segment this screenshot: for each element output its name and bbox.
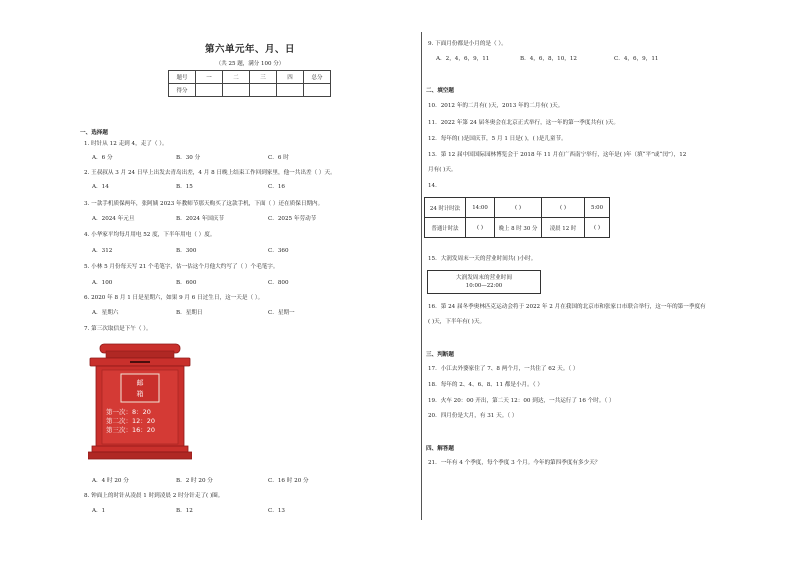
table-cell: 晚上 8 时 30 分 xyxy=(495,218,542,238)
score-header-cell: 四 xyxy=(277,71,304,84)
option: B．2024 年国庆节 xyxy=(176,216,225,222)
option: B．300 xyxy=(176,248,197,254)
table-row xyxy=(425,198,610,218)
option: B．15 xyxy=(176,184,193,190)
option: C．800 xyxy=(268,280,289,286)
option: C．16 时 20 分 xyxy=(268,478,309,484)
option: B．600 xyxy=(176,280,197,286)
question-12: 12．每年的( )是国庆节，5 月 1 日是( )，( )是儿童节。 xyxy=(428,136,567,142)
option: A．14 xyxy=(92,184,109,190)
question-13: 13．第 12 届中国国际园林博览会于 2018 年 11 月在广西南宁举行，这年是( )年（填“平”或“闰”），12 xyxy=(428,152,687,158)
table-cell: 凌晨 12 时 xyxy=(542,218,585,238)
question-2: 2. 王叔叔从 3 月 24 日早上出发去青岛出差，4 月 8 日晚上结束工作回到家里，他一共出差（ ）天。 xyxy=(84,170,336,176)
table-cell: 普通计时法 xyxy=(425,218,466,238)
option: C．星期一 xyxy=(268,310,295,316)
score-table-score-row xyxy=(169,84,331,97)
table-row xyxy=(425,218,610,238)
section-solve-heading: 四、解答题 xyxy=(426,446,454,452)
score-header-cell: 总分 xyxy=(304,71,331,84)
table-cell: 14:00 xyxy=(466,198,495,218)
score-cell[interactable] xyxy=(250,84,277,97)
option: B．星期日 xyxy=(176,310,203,316)
option: B．2 时 20 分 xyxy=(176,478,213,484)
option: A．1 xyxy=(92,508,106,514)
mailbox-time-1: 第一次：8：20 xyxy=(106,408,151,416)
option: C．4，6，9，11 xyxy=(614,56,659,62)
table-cell[interactable]: ( ) xyxy=(495,198,542,218)
score-table-header-row xyxy=(169,71,331,84)
question-1: 1. 时针从 12 走到 4，走了（ ）。 xyxy=(84,141,168,147)
score-header-cell: 二 xyxy=(223,71,250,84)
time-conversion-table xyxy=(424,197,610,238)
column-divider xyxy=(421,32,422,520)
option: C．2025 年劳动节 xyxy=(268,216,317,222)
score-cell[interactable] xyxy=(304,84,331,97)
section-fill-heading: 二、填空题 xyxy=(426,88,454,94)
score-header-cell: 三 xyxy=(250,71,277,84)
score-header-cell: 一 xyxy=(196,71,223,84)
score-table xyxy=(168,70,331,97)
table-cell: 24 时计时法 xyxy=(425,198,466,218)
option: A．星期六 xyxy=(92,310,119,316)
question-8: 8. 钟面上的时针从凌晨 1 时到凌晨 2 时分针走了( )圈。 xyxy=(84,493,224,499)
option: C．360 xyxy=(268,248,289,254)
question-3: 3. 一款手机质保两年，张阿姨 2023 年教师节那天购买了这款手机，下面（ ）还在质保日期内。 xyxy=(84,201,324,207)
question-21: 21．一年有 4 个季度，每个季度 3 个月。今年的第四季度有多少天？ xyxy=(428,460,601,466)
option: A．6 分 xyxy=(92,155,113,161)
question-11: 11．2022 年第 24 届冬奥会在北京正式举行，这一年的第一季度共有( )天。 xyxy=(428,120,619,126)
table-cell[interactable]: ( ) xyxy=(585,218,610,238)
store-hours-title: 大润发周末的营业时间 xyxy=(456,275,512,281)
question-18: 18．每年的 2、4、6、8、11 都是小月。（ ） xyxy=(428,382,543,388)
mailbox-time-3: 第三次：16：20 xyxy=(106,426,156,434)
question-4: 4. 小华家平均每月用电 52 度，下半年用电（ ）度。 xyxy=(84,232,216,238)
option: B．30 分 xyxy=(176,155,201,161)
section-judge-heading: 三、判断题 xyxy=(426,352,454,358)
question-7: 7. 第三次取信是下午（ ）。 xyxy=(84,326,152,332)
page-subtitle: （共 25 题，满分 100 分） xyxy=(215,61,285,67)
table-cell: 5:00 xyxy=(585,198,610,218)
score-row-label: 得分 xyxy=(169,84,196,97)
question-5: 5. 小林 5 月份每天写 21 个毛笔字，估一估这个月他大约写了（ ）个毛笔字。 xyxy=(84,264,279,270)
question-13-cont: 月有( )天。 xyxy=(428,167,457,173)
question-16: 16．第 24 届冬季奥林匹克运动会将于 2022 年 2 月在我国的北京市和张家口市联合举行，这一年的第一季度有 xyxy=(428,304,706,310)
score-cell[interactable] xyxy=(277,84,304,97)
option: C．16 xyxy=(268,184,285,190)
score-header-cell: 题号 xyxy=(169,71,196,84)
option: C．13 xyxy=(268,508,285,514)
store-hours-box xyxy=(427,270,541,294)
question-20: 20．四月份是大月，有 31 天。（ ） xyxy=(428,413,518,419)
mailbox-label-1: 邮 xyxy=(136,379,144,387)
table-cell[interactable]: ( ) xyxy=(466,218,495,238)
question-9: 9. 下面月份都是小月的是（ ）。 xyxy=(428,41,507,47)
question-14: 14． xyxy=(428,183,441,189)
mailbox-illustration xyxy=(88,340,192,466)
question-10: 10．2012 年的二月有( )天，2013 年的二月有( )天。 xyxy=(428,103,564,109)
score-cell[interactable] xyxy=(196,84,223,97)
option: A．100 xyxy=(92,280,113,286)
option: A．2024 年元旦 xyxy=(92,216,135,222)
question-15: 15．大润发周末一天的营业时间共( )小时。 xyxy=(428,256,537,262)
question-17: 17．小江去外婆家住了 7、8 两个月，一共住了 62 天。（ ） xyxy=(428,366,579,372)
score-cell[interactable] xyxy=(223,84,250,97)
section-choice-heading: 一、选择题 xyxy=(80,130,108,136)
option: B．4，6，8，10，12 xyxy=(520,56,577,62)
store-hours-time: 10:00—22:00 xyxy=(465,283,503,289)
mailbox-label-2: 箱 xyxy=(136,390,144,398)
mailbox-time-2: 第二次：12：20 xyxy=(106,417,156,425)
question-6: 6. 2020 年 8 月 1 日是星期六，如果 9 月 6 日过生日，这一天是（ ）。 xyxy=(84,295,264,301)
option: B．12 xyxy=(176,508,193,514)
page-title: 第六单元年、月、日 xyxy=(204,44,295,55)
option: A．2，4，6，9，11 xyxy=(436,56,490,62)
question-19: 19．火车 20：00 开出，第二天 12：00 到达，一共运行了 16 个时。（ ） xyxy=(428,398,615,404)
option: C．6 时 xyxy=(268,155,289,161)
option: A．312 xyxy=(92,248,113,254)
table-cell[interactable]: ( ) xyxy=(542,198,585,218)
option: A．4 时 20 分 xyxy=(92,478,129,484)
question-16-cont: ( )天，下半年有( )天。 xyxy=(428,319,486,325)
